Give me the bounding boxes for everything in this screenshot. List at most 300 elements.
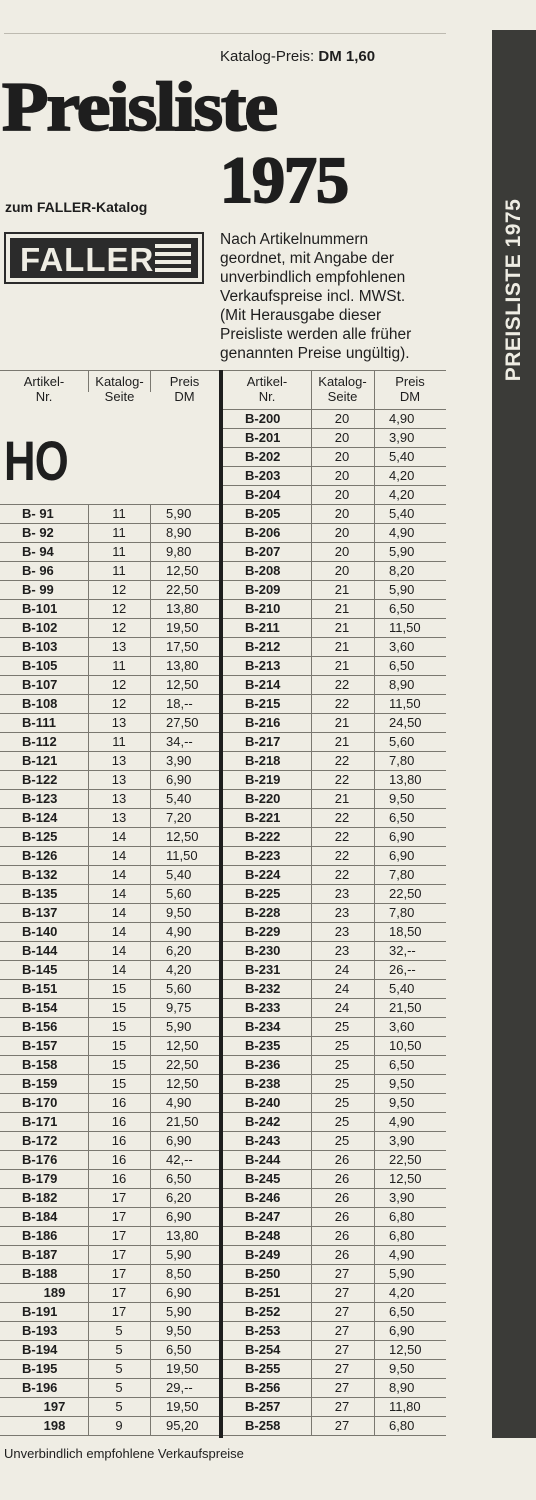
price: 4,20: [389, 468, 415, 483]
article-number: B-256: [245, 1380, 281, 1395]
article-number: B-257: [245, 1399, 281, 1414]
catalog-page: 27: [334, 1266, 350, 1281]
catalog-page: 15: [111, 1019, 127, 1034]
price: 9,50: [389, 1361, 415, 1376]
article-number: B-254: [245, 1342, 281, 1357]
intro-text: [220, 230, 445, 363]
article-number: B-122: [22, 772, 58, 787]
catalog-page: 26: [334, 1190, 350, 1205]
left-col-header: Katalog- Seite: [95, 374, 144, 404]
article-number: B-105: [22, 658, 58, 673]
row-rule: [0, 1435, 219, 1436]
catalog-page: 27: [334, 1399, 350, 1414]
catalog-page: 27: [334, 1361, 350, 1376]
article-number: B-247: [245, 1209, 281, 1224]
catalog-page: 25: [334, 1133, 350, 1148]
article-number: 198: [22, 1418, 66, 1433]
article-number: B-238: [245, 1076, 281, 1091]
catalog-page: 23: [334, 905, 350, 920]
price: 6,50: [389, 601, 415, 616]
catalog-page: 12: [111, 677, 127, 692]
catalog-page: 22: [334, 810, 350, 825]
article-number: B-217: [245, 734, 281, 749]
catalog-page: 13: [111, 753, 127, 768]
price: 6,50: [166, 1171, 192, 1186]
catalog-page: 11: [112, 734, 126, 749]
sidebar-label: PREISLISTE 1975: [502, 198, 525, 382]
catalog-price-label: Katalog-Preis:: [220, 48, 315, 65]
price: 6,90: [389, 848, 415, 863]
catalog-price: [220, 48, 375, 65]
catalog-page: 25: [334, 1038, 350, 1053]
faller-logo: [4, 232, 204, 284]
article-number: B-159: [22, 1076, 58, 1091]
catalog-page: 21: [334, 715, 350, 730]
price: 6,90: [389, 829, 415, 844]
price: 4,90: [389, 411, 415, 426]
price: 5,60: [389, 734, 415, 749]
top-rule: [4, 33, 446, 34]
price: 9,50: [389, 1076, 415, 1091]
price: 4,90: [166, 1095, 192, 1110]
catalog-page: 5: [115, 1323, 123, 1338]
price: 5,40: [389, 506, 415, 521]
catalog-page: 27: [334, 1380, 350, 1395]
catalog-page: 12: [111, 620, 127, 635]
price: 6,50: [389, 1057, 415, 1072]
price: 12,50: [389, 1171, 422, 1186]
article-number: B-171: [22, 1114, 58, 1129]
catalog-page: 14: [111, 886, 127, 901]
article-number: B-233: [245, 1000, 281, 1015]
right-col-header: Katalog- Seite: [318, 374, 367, 404]
price: 8,90: [166, 525, 192, 540]
catalog-page: 12: [111, 696, 127, 711]
catalog-page: 21: [334, 791, 350, 806]
price: 13,80: [166, 1228, 199, 1243]
article-number: B-202: [245, 449, 281, 464]
intro-line: Preisliste werden alle früher: [220, 326, 412, 343]
article-number: B-242: [245, 1114, 281, 1129]
catalog-page: 27: [334, 1285, 350, 1300]
price: 9,50: [166, 1323, 192, 1338]
article-number: B-102: [22, 620, 58, 635]
catalog-page: 9: [115, 1418, 123, 1433]
price: 22,50: [166, 582, 199, 597]
catalog-page: 27: [334, 1418, 350, 1433]
catalog-page: 11: [112, 525, 126, 540]
article-number: B-224: [245, 867, 281, 882]
catalog-page: 25: [334, 1057, 350, 1072]
price: 6,80: [389, 1209, 415, 1224]
price: 13,80: [166, 658, 199, 673]
intro-line: (Mit Herausgabe dieser: [220, 307, 382, 324]
catalog-page: 27: [334, 1323, 350, 1338]
price: 3,90: [389, 430, 415, 445]
catalog-page: 25: [334, 1019, 350, 1034]
catalog-page: 12: [111, 582, 127, 597]
article-number: B-182: [22, 1190, 58, 1205]
price: 95,20: [166, 1418, 199, 1433]
article-number: B-255: [245, 1361, 281, 1376]
catalog-page: 20: [334, 525, 350, 540]
catalog-page: 26: [334, 1209, 350, 1224]
catalog-page: 15: [111, 1038, 127, 1053]
article-number: B-140: [22, 924, 58, 939]
price: 6,50: [389, 1304, 415, 1319]
article-number: B- 96: [22, 563, 54, 578]
article-number: B-154: [22, 1000, 58, 1015]
catalog-page: 24: [334, 981, 350, 996]
article-number: B-248: [245, 1228, 281, 1243]
article-number: B-103: [22, 639, 58, 654]
catalog-page: 15: [111, 981, 127, 996]
catalog-page: 16: [111, 1152, 127, 1167]
right-col-header: Artikel- Nr.: [246, 374, 288, 404]
catalog-price-value: DM 1,60: [318, 48, 376, 65]
article-number: B-101: [22, 601, 58, 616]
price: 5,90: [389, 544, 415, 559]
catalog-page: 11: [112, 658, 126, 673]
catalog-page: 26: [334, 1228, 350, 1243]
price: 5,40: [389, 449, 415, 464]
article-number: B-124: [22, 810, 58, 825]
price: 22,50: [166, 1057, 199, 1072]
price: 6,90: [389, 1323, 415, 1338]
catalog-page: 14: [111, 943, 127, 958]
article-number: B-207: [245, 544, 281, 559]
article-number: B-205: [245, 506, 281, 521]
price: 8,50: [166, 1266, 192, 1281]
price: 13,80: [389, 772, 422, 787]
article-number: B-218: [245, 753, 281, 768]
sidebar-band: [492, 30, 536, 1438]
intro-line: geordnet, mit Angabe der: [220, 250, 395, 267]
catalog-page: 23: [334, 924, 350, 939]
article-number: B-250: [245, 1266, 281, 1281]
catalog-page: 14: [111, 924, 127, 939]
catalog-page: 23: [334, 886, 350, 901]
catalog-page: 27: [334, 1342, 350, 1357]
catalog-page: 22: [334, 829, 350, 844]
catalog-page: 14: [111, 867, 127, 882]
section-label: HO: [4, 429, 68, 492]
price: 24,50: [389, 715, 422, 730]
article-number: B-252: [245, 1304, 281, 1319]
article-number: B-179: [22, 1171, 58, 1186]
catalog-page: 24: [334, 962, 350, 977]
article-number: B-203: [245, 468, 281, 483]
price: 8,20: [389, 563, 415, 578]
catalog-page: 14: [111, 829, 127, 844]
catalog-page: 22: [334, 772, 350, 787]
catalog-page: 26: [334, 1247, 350, 1262]
article-number: B-158: [22, 1057, 58, 1072]
article-number: B-213: [245, 658, 281, 673]
price: 18,50: [389, 924, 422, 939]
article-number: B-172: [22, 1133, 58, 1148]
price: 4,20: [166, 962, 192, 977]
catalog-page: 17: [111, 1209, 127, 1224]
price: 6,50: [389, 658, 415, 673]
price: 21,50: [389, 1000, 422, 1015]
catalog-page: 15: [111, 1000, 127, 1015]
footer-note: Unverbindlich empfohlene Verkaufspreise: [4, 1446, 244, 1461]
article-number: B-216: [245, 715, 281, 730]
price: 34,--: [166, 734, 193, 749]
article-number: B-253: [245, 1323, 281, 1338]
catalog-page: 17: [111, 1285, 127, 1300]
catalog-page: 20: [334, 411, 350, 426]
catalog-page: 25: [334, 1095, 350, 1110]
article-number: B-194: [22, 1342, 58, 1357]
article-number: B-125: [22, 829, 58, 844]
article-number: B- 91: [22, 506, 54, 521]
price: 22,50: [389, 1152, 422, 1167]
catalog-page: 5: [115, 1399, 123, 1414]
price: 18,--: [166, 696, 193, 711]
article-number: B-137: [22, 905, 58, 920]
article-number: B-220: [245, 791, 281, 806]
price: 19,50: [166, 1361, 199, 1376]
price: 5,40: [166, 867, 192, 882]
price: 13,80: [166, 601, 199, 616]
price: 7,80: [389, 905, 415, 920]
catalog-page: 13: [111, 639, 127, 654]
price: 21,50: [166, 1114, 199, 1129]
header-top-rule: [0, 370, 446, 371]
catalog-page: 22: [334, 753, 350, 768]
article-number: B-223: [245, 848, 281, 863]
price: 19,50: [166, 620, 199, 635]
catalog-page: 16: [111, 1095, 127, 1110]
article-number: B-107: [22, 677, 58, 692]
article-number: B-212: [245, 639, 281, 654]
article-number: B-126: [22, 848, 58, 863]
column-divider: [219, 370, 223, 1438]
catalog-page: 20: [334, 563, 350, 578]
catalog-page: 11: [112, 506, 126, 521]
article-number: B-209: [245, 582, 281, 597]
catalog-page: 16: [111, 1171, 127, 1186]
page-title: Preisliste: [2, 68, 277, 146]
price: 5,90: [166, 1304, 192, 1319]
left-col-header: Artikel- Nr.: [23, 374, 65, 404]
catalog-page: 25: [334, 1114, 350, 1129]
catalog-page: 13: [111, 791, 127, 806]
catalog-page: 20: [334, 544, 350, 559]
logo-bars-icon: [155, 244, 191, 272]
price: 29,--: [166, 1380, 193, 1395]
article-number: B- 92: [22, 525, 54, 540]
price: 27,50: [166, 715, 199, 730]
article-number: B-201: [245, 430, 281, 445]
price: 3,60: [389, 1019, 415, 1034]
article-number: B-258: [245, 1418, 281, 1433]
catalog-page: 26: [334, 1171, 350, 1186]
catalog-page: 21: [334, 658, 350, 673]
price: 6,20: [166, 943, 192, 958]
article-number: B-208: [245, 563, 281, 578]
catalog-page: 22: [334, 867, 350, 882]
article-number: B-232: [245, 981, 281, 996]
catalog-page: 17: [111, 1304, 127, 1319]
article-number: B-246: [245, 1190, 281, 1205]
price: 4,90: [389, 1247, 415, 1262]
catalog-page: 14: [111, 848, 127, 863]
article-number: B-195: [22, 1361, 58, 1376]
price: 12,50: [166, 563, 199, 578]
article-number: B-151: [22, 981, 58, 996]
price: 12,50: [166, 677, 199, 692]
price: 9,50: [166, 905, 192, 920]
article-number: B-176: [22, 1152, 58, 1167]
price: 9,50: [389, 791, 415, 806]
price: 7,80: [389, 867, 415, 882]
catalog-page: 23: [334, 943, 350, 958]
catalog-page: 21: [334, 639, 350, 654]
page-year: 1975: [220, 144, 348, 217]
article-number: B-187: [22, 1247, 58, 1262]
article-number: B-231: [245, 962, 281, 977]
price: 3,90: [389, 1133, 415, 1148]
article-number: B-206: [245, 525, 281, 540]
catalog-page: 17: [111, 1190, 127, 1205]
price: 12,50: [389, 1342, 422, 1357]
price: 3,90: [166, 753, 192, 768]
price: 11,50: [389, 696, 421, 711]
catalog-page: 22: [334, 848, 350, 863]
price: 5,40: [389, 981, 415, 996]
catalog-page: 20: [334, 430, 350, 445]
article-number: B-200: [245, 411, 281, 426]
intro-line: Nach Artikelnummern: [220, 231, 369, 248]
catalog-page: 17: [111, 1266, 127, 1281]
left-col-rule-top: [88, 370, 89, 392]
price: 22,50: [389, 886, 422, 901]
price: 6,50: [389, 810, 415, 825]
catalog-page: 16: [111, 1133, 127, 1148]
article-number: B-193: [22, 1323, 58, 1338]
article-number: B-230: [245, 943, 281, 958]
price: 6,90: [166, 1285, 192, 1300]
article-number: B-225: [245, 886, 281, 901]
price: 19,50: [166, 1399, 199, 1414]
price: 3,60: [389, 639, 415, 654]
row-rule: [223, 1435, 446, 1436]
article-number: B-156: [22, 1019, 58, 1034]
price: 5,90: [166, 1247, 192, 1262]
article-number: B-228: [245, 905, 281, 920]
catalog-page: 11: [112, 544, 126, 559]
article-number: B-196: [22, 1380, 58, 1395]
article-number: B-244: [245, 1152, 281, 1167]
article-number: B-219: [245, 772, 281, 787]
price: 6,80: [389, 1228, 415, 1243]
price: 5,40: [166, 791, 192, 806]
catalog-page: 26: [334, 1152, 350, 1167]
price: 4,20: [389, 1285, 415, 1300]
article-number: B-145: [22, 962, 58, 977]
catalog-page: 21: [334, 620, 350, 635]
article-number: B-235: [245, 1038, 281, 1053]
article-number: B-204: [245, 487, 281, 502]
price: 5,90: [166, 506, 192, 521]
price: 12,50: [166, 1076, 199, 1091]
article-number: B-188: [22, 1266, 58, 1281]
price: 26,--: [389, 962, 416, 977]
catalog-page: 14: [111, 905, 127, 920]
catalog-page: 21: [334, 582, 350, 597]
price: 5,60: [166, 981, 192, 996]
price: 5,90: [166, 1019, 192, 1034]
catalog-page: 16: [111, 1114, 127, 1129]
price: 7,20: [166, 810, 192, 825]
catalog-page: 25: [334, 1076, 350, 1091]
intro-line: genannten Preise ungültig).: [220, 345, 410, 362]
article-number: B-135: [22, 886, 58, 901]
catalog-page: 13: [111, 810, 127, 825]
price: 5,90: [389, 1266, 415, 1281]
catalog-page: 5: [115, 1380, 123, 1395]
right-col-header: Preis DM: [395, 374, 425, 404]
article-number: B-121: [22, 753, 58, 768]
price: 5,90: [389, 582, 415, 597]
price: 10,50: [389, 1038, 422, 1053]
article-number: B-234: [245, 1019, 281, 1034]
price: 9,50: [389, 1095, 415, 1110]
article-number: B-184: [22, 1209, 58, 1224]
catalog-page: 15: [111, 1076, 127, 1091]
price: 8,90: [389, 677, 415, 692]
article-number: B-249: [245, 1247, 281, 1262]
price: 6,90: [166, 1209, 192, 1224]
price: 8,90: [389, 1380, 415, 1395]
catalog-page: 17: [111, 1247, 127, 1262]
price: 32,--: [389, 943, 416, 958]
article-number: B-112: [22, 734, 57, 749]
price: 6,90: [166, 772, 192, 787]
catalog-page: 21: [334, 601, 350, 616]
price: 4,90: [389, 1114, 415, 1129]
catalog-page: 5: [115, 1361, 123, 1376]
article-number: B-243: [245, 1133, 281, 1148]
article-number: B-251: [245, 1285, 281, 1300]
catalog-page: 15: [111, 1057, 127, 1072]
page-subtitle: zum FALLER-Katalog: [5, 199, 148, 215]
article-number: B-210: [245, 601, 281, 616]
price: 12,50: [166, 1038, 199, 1053]
catalog-page: 13: [111, 772, 127, 787]
catalog-page: 21: [334, 734, 350, 749]
catalog-page: 11: [112, 563, 126, 578]
catalog-page: 20: [334, 449, 350, 464]
intro-line: Verkaufspreise incl. MWSt.: [220, 288, 406, 305]
price: 11,80: [389, 1399, 421, 1414]
article-number: B- 94: [22, 544, 54, 559]
price: 9,80: [166, 544, 192, 559]
catalog-page: 24: [334, 1000, 350, 1015]
article-number: B-222: [245, 829, 281, 844]
catalog-page: 14: [111, 962, 127, 977]
article-number: B-123: [22, 791, 58, 806]
article-number: B-245: [245, 1171, 281, 1186]
price: 12,50: [166, 829, 199, 844]
catalog-page: 5: [115, 1342, 123, 1357]
catalog-page: 22: [334, 677, 350, 692]
price: 17,50: [166, 639, 199, 654]
price: 7,80: [389, 753, 415, 768]
